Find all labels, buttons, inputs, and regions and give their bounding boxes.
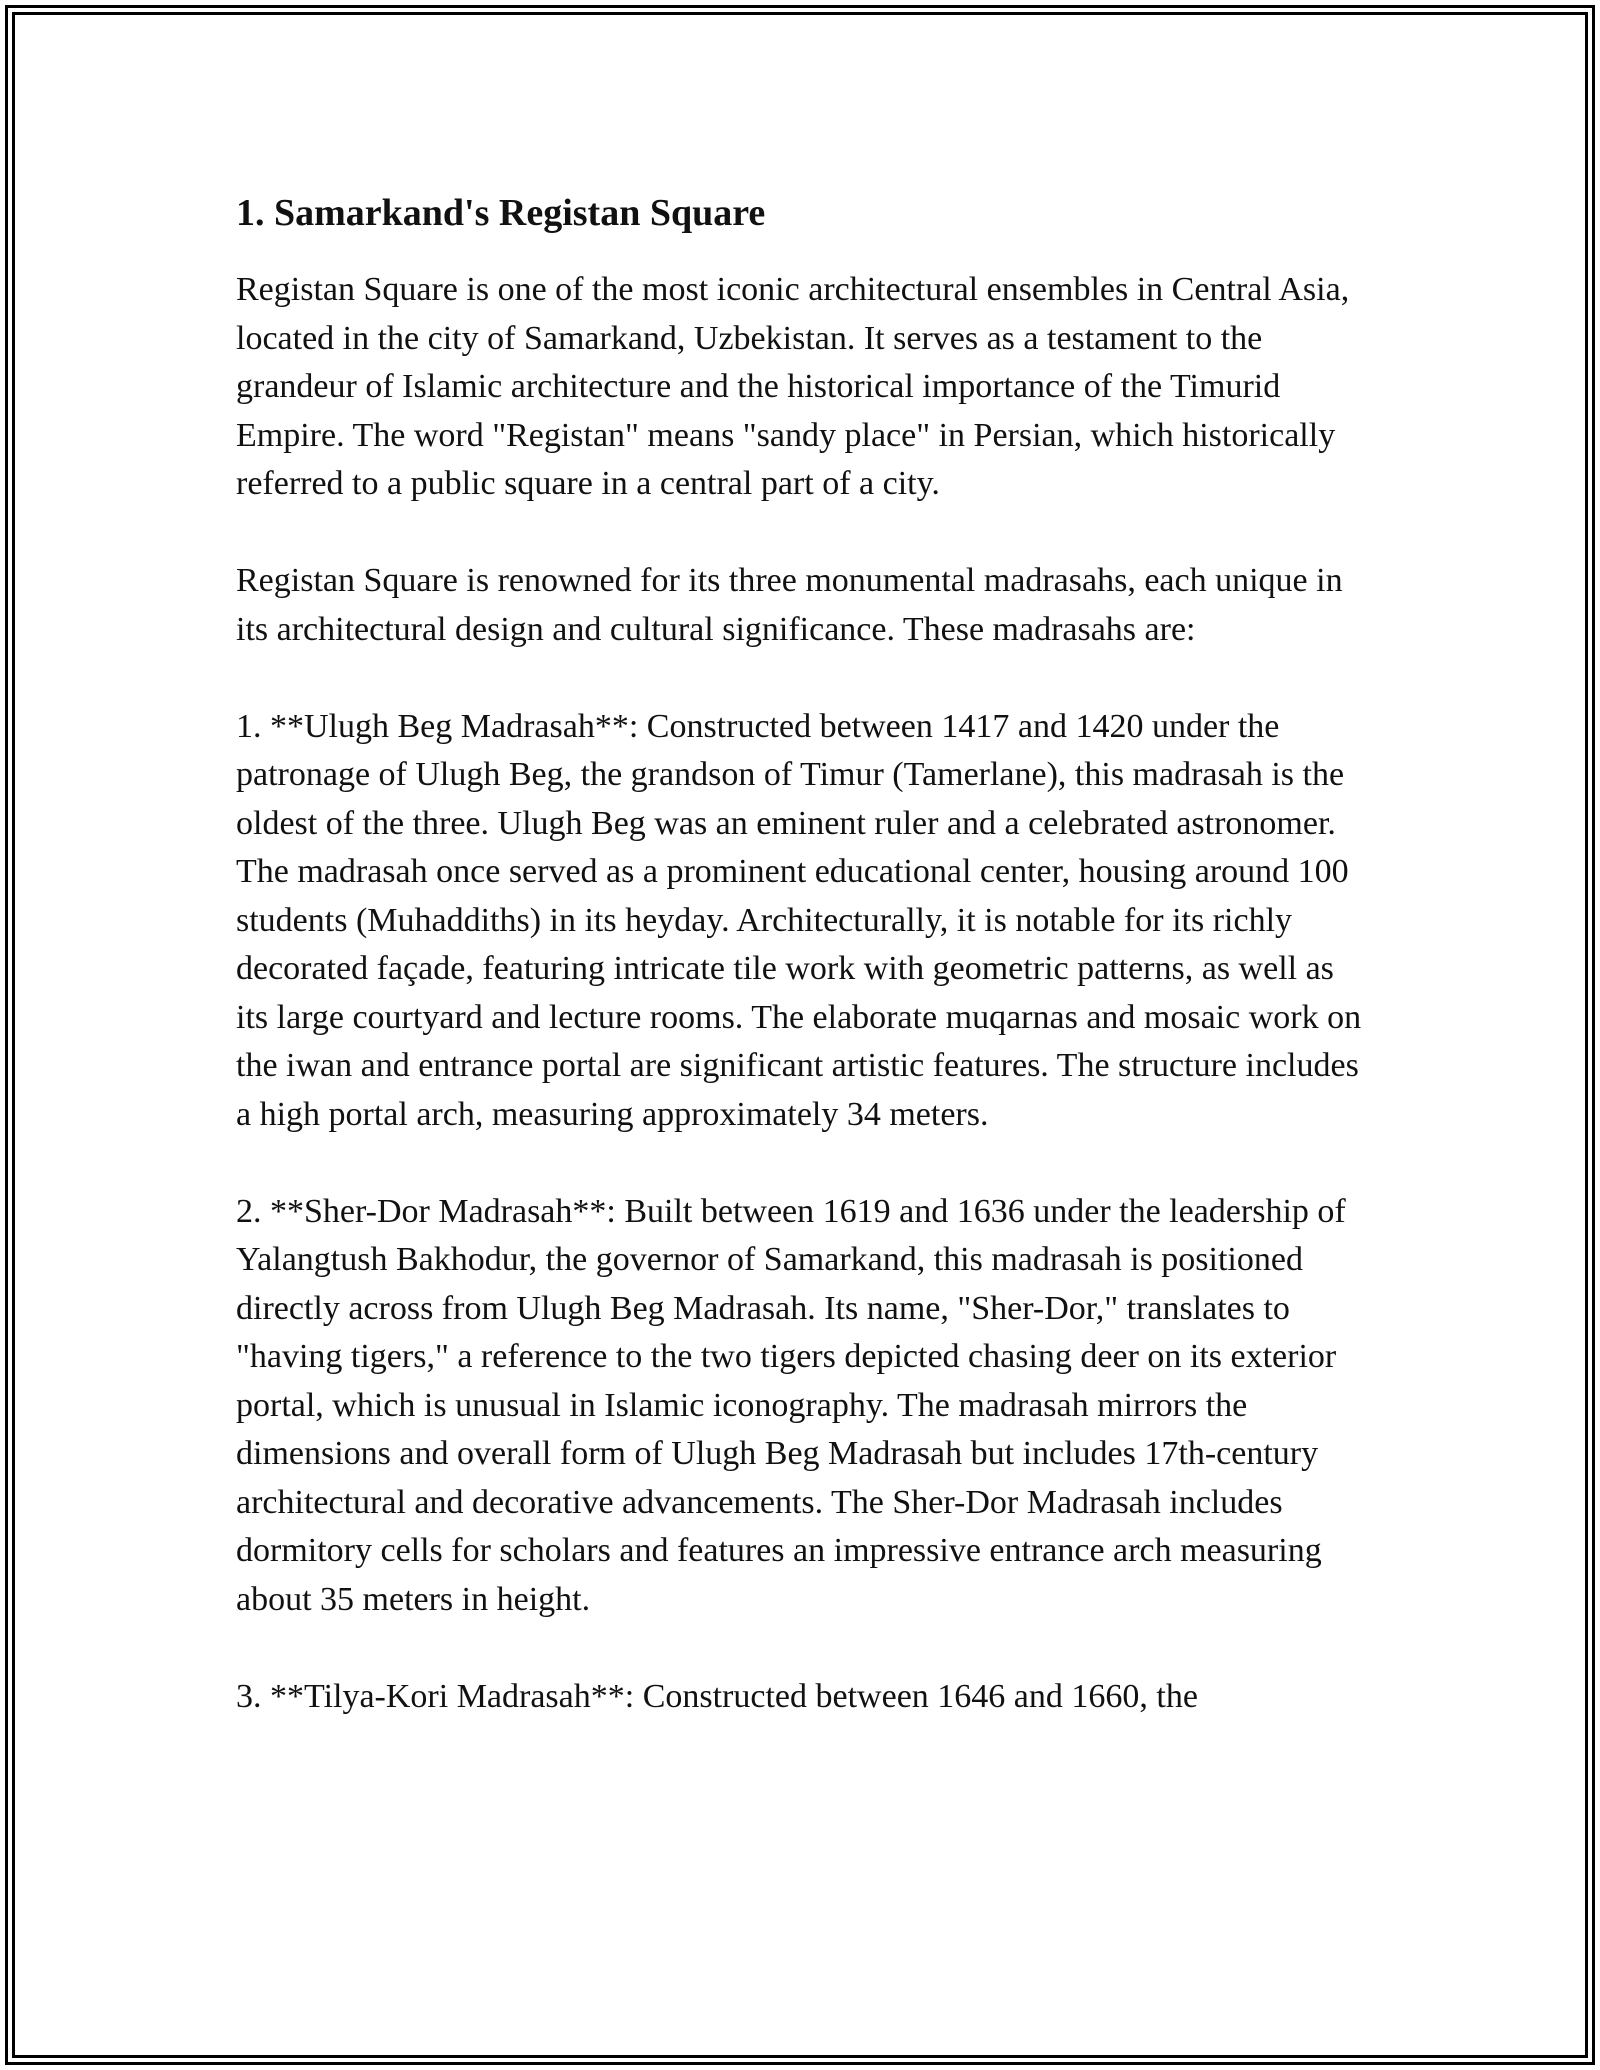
document-page — [236, 184, 1366, 1721]
body-text: Registan Square is one of the most iconic architectural ensembles in Central Asia, located in the city of Samarkand, Uzbekistan. It serves as a testament to the grandeur of Islamic architecture and the historical importance of the Timurid Empire. The word "Registan" means "sandy place" in Persian, which historically referred to a public square in a central part of a city. Registan Square is renowned for its three monumental madrasahs, each unique in its architectural design and cultural significance. These madrasahs are: 1. **Ulugh Beg Madrasah**: Constructed between 1417 and 1420 under the patronage of Ulugh Beg, the grandson of Timur (Tamerlane), this madrasah is the oldest of the three. Ulugh Beg was an eminent ruler and a celebrated astronomer. The madrasah once served as a prominent educational center, housing around 100 students (Muhaddiths) in its heyday. Architecturally, it is notable for its richly decorated façade, featuring intricate tile work with geometric patterns, as well as its large courtyard and lecture rooms. The elaborate muqarnas and mosaic work on the iwan and entrance portal are significant artistic features. The structure includes a high portal arch, measuring approximately 34 meters. 2. **Sher-Dor Madrasah**: Built between 1619 and 1636 under the leadership of Yalangtush Bakhodur, the governor of Samarkand, this madrasah is positioned directly across from Ulugh Beg Madrasah. Its name, "Sher-Dor," translates to "having tigers," a reference to the two tigers depicted chasing deer on its exterior portal, which is unusual in Islamic iconography. The madrasah mirrors the dimensions and overall form of Ulugh Beg Madrasah but includes 17th-century architectural and decorative advancements. The Sher-Dor Madrasah includes dormitory cells for scholars and features an impressive entrance arch measuring about 35 meters in height. 3. **Tilya-Kori Madrasah**: Constructed between 1646 and 1660, the — [236, 271, 1362, 1715]
section-heading: 1. Samarkand's Registan Square — [236, 192, 766, 234]
